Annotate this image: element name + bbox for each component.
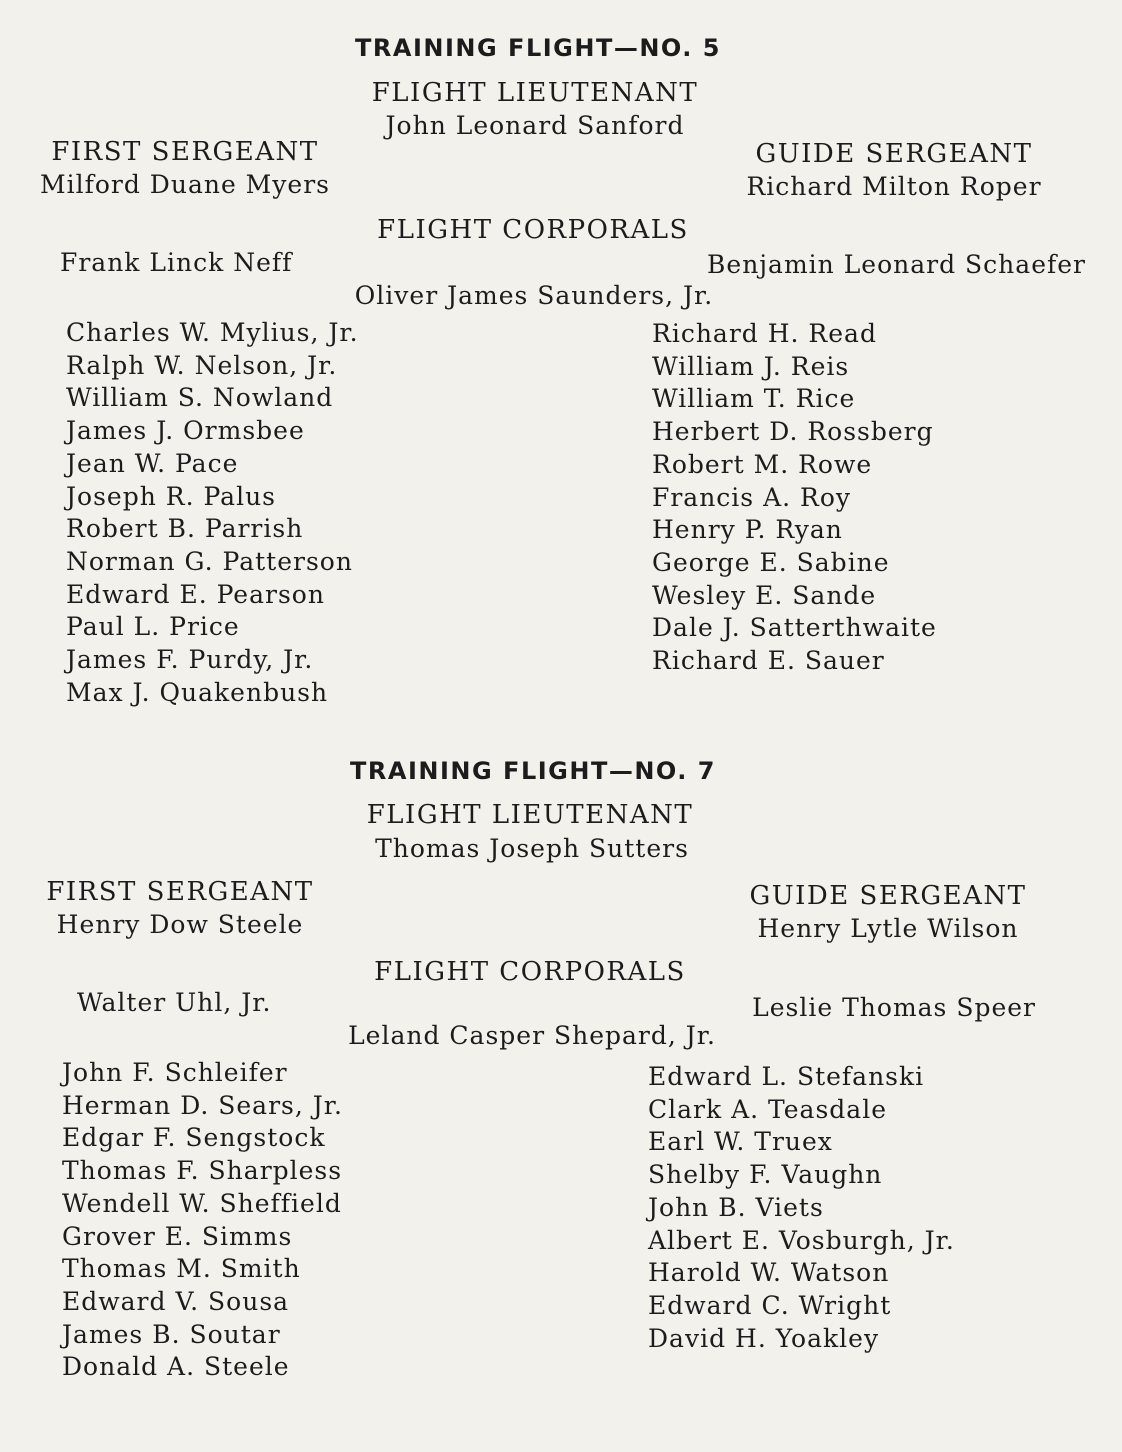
list-item: Edward E. Pearson xyxy=(66,579,325,609)
corporal-center: Leland Casper Shepard, Jr. xyxy=(348,1021,716,1050)
list-item: Shelby F. Vaughn xyxy=(648,1160,883,1190)
lieutenant-name: Thomas Joseph Sutters xyxy=(375,834,689,863)
member-list-left xyxy=(66,317,359,709)
list-item: Robert M. Rowe xyxy=(652,449,873,479)
flight-title: TRAINING FLIGHT—NO. 5 xyxy=(355,34,721,62)
corporal-center: Oliver James Saunders, Jr. xyxy=(354,281,714,310)
list-item: Richard E. Sauer xyxy=(652,646,885,676)
corporal-right: Leslie Thomas Speer xyxy=(752,993,1036,1022)
lieutenant-label: FLIGHT LIEUTENANT xyxy=(366,800,694,830)
list-item: Robert B. Parrish xyxy=(66,514,304,544)
list-item: Grover E. Simms xyxy=(62,1221,293,1251)
list-item: Max J. Quakenbush xyxy=(66,677,329,707)
list-item: Charles W. Mylius, Jr. xyxy=(66,318,359,347)
list-item: Dale J. Satterthwaite xyxy=(652,613,937,643)
guide-sergeant-label: GUIDE SERGEANT xyxy=(749,881,1027,911)
guide-sergeant-name: Richard Milton Roper xyxy=(746,172,1042,201)
corporal-left: Walter Uhl, Jr. xyxy=(77,988,272,1017)
list-item: William T. Rice xyxy=(652,384,856,414)
guide-sergeant-name: Henry Lytle Wilson xyxy=(757,914,1019,943)
list-item: James F. Purdy, Jr. xyxy=(66,645,314,675)
list-item: Donald A. Steele xyxy=(62,1352,290,1382)
list-item: Jean W. Pace xyxy=(66,448,239,478)
corporals-label: FLIGHT CORPORALS xyxy=(374,957,686,987)
corporal-left: Frank Linck Neff xyxy=(60,248,293,277)
list-item: Herman D. Sears, Jr. xyxy=(62,1090,343,1120)
list-item: Edward L. Stefanski xyxy=(648,1062,925,1091)
list-item: Thomas F. Sharpless xyxy=(62,1156,343,1186)
list-item: Wesley E. Sande xyxy=(652,580,877,610)
list-item: Francis A. Roy xyxy=(652,482,852,512)
list-item: Joseph R. Palus xyxy=(66,481,276,511)
list-item: Edgar F. Sengstock xyxy=(62,1123,326,1153)
list-item: Norman G. Patterson xyxy=(66,546,353,576)
list-item: John F. Schleifer xyxy=(62,1058,288,1087)
guide-sergeant-label: GUIDE SERGEANT xyxy=(755,139,1033,169)
list-item: Edward V. Sousa xyxy=(62,1286,290,1316)
corporal-right: Benjamin Leonard Schaefer xyxy=(707,250,1086,279)
list-item: Earl W. Truex xyxy=(648,1127,833,1157)
list-item: George E. Sabine xyxy=(652,547,890,577)
flight-title: TRAINING FLIGHT—NO. 7 xyxy=(350,757,716,785)
list-item: Henry P. Ryan xyxy=(652,515,843,545)
corporals-label: FLIGHT CORPORALS xyxy=(377,215,689,245)
list-item: Herbert D. Rossberg xyxy=(652,417,934,447)
list-item: James B. Soutar xyxy=(62,1319,281,1349)
member-list-left xyxy=(62,1057,343,1384)
list-item: David H. Yoakley xyxy=(648,1323,880,1353)
list-item: William S. Nowland xyxy=(66,383,334,413)
member-list-right xyxy=(652,318,937,678)
list-item: Clark A. Teasdale xyxy=(648,1094,887,1124)
list-item: Thomas M. Smith xyxy=(62,1254,301,1284)
lieutenant-name: John Leonard Sanford xyxy=(385,111,685,140)
member-list-right xyxy=(648,1061,955,1355)
list-item: Wendell W. Sheffield xyxy=(62,1188,342,1218)
list-item: William J. Reis xyxy=(652,351,850,381)
first-sergeant-name: Henry Dow Steele xyxy=(56,910,304,939)
list-item: Paul L. Price xyxy=(66,612,240,642)
lieutenant-label: FLIGHT LIEUTENANT xyxy=(371,78,699,108)
first-sergeant-label: FIRST SERGEANT xyxy=(51,137,319,167)
list-item: Albert E. Vosburgh, Jr. xyxy=(648,1225,955,1255)
list-item: Edward C. Wright xyxy=(648,1290,892,1320)
first-sergeant-name: Milford Duane Myers xyxy=(40,170,330,199)
list-item: James J. Ormsbee xyxy=(66,416,305,446)
list-item: Ralph W. Nelson, Jr. xyxy=(66,350,338,380)
list-item: Harold W. Watson xyxy=(648,1258,890,1288)
first-sergeant-label: FIRST SERGEANT xyxy=(46,877,314,907)
list-item: John B. Viets xyxy=(648,1192,824,1222)
list-item: Richard H. Read xyxy=(652,319,877,348)
